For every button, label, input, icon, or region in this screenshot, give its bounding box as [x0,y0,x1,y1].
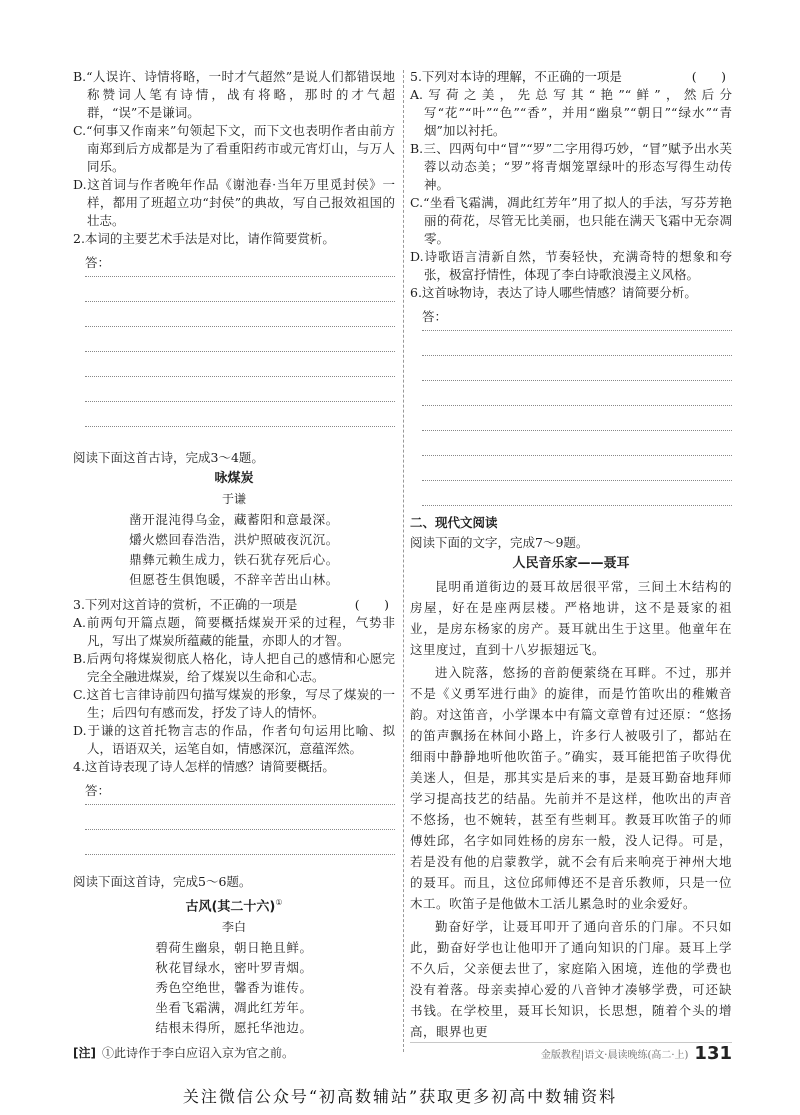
poem2-line: 秀色空绝世，馨香为谁传。 [155,980,313,996]
poem2-line: 碧荷生幽泉，朝日艳且鲜。 [155,940,313,956]
question-4: 4.这首诗表现了诗人怎样的情感？请简要概括。 [73,759,335,774]
q5-option-a: A.写荷之美，先总写其“艳”“鲜”，然后分写“花”“叶”“色”“香”，并用“幽泉”“朝日”“绿水”“青烟”加以衬托。 [410,87,732,138]
q5-option-c: C.“坐看飞霜满，凋此红芳年”用了拟人的手法，写芬芳艳丽的荷花，尽管无比美丽，也只能在满天飞霜中无奈凋零。 [410,195,732,246]
page-footer [410,1042,732,1063]
poem2-line: 结根未得所，愿托华池边。 [155,1020,313,1036]
q4-answer-area[interactable] [85,780,395,855]
q1-option-b: B.“人误许、诗情将略，一时才气超然”是说人们都错误地称赞词人笔有诗情，战有将略，那时的才气超群，“误”不是谦词。 [73,69,395,120]
poem1-line: 爝火燃回春浩浩，洪炉照破夜沉沉。 [129,532,339,547]
poem1-line: 但愿苍生俱饱暖，不辞辛苦出山林。 [129,572,339,587]
page-number: 131 [694,1043,732,1064]
question-3 [73,596,395,614]
q3-answer-blank[interactable]: ( ) [354,597,395,612]
intro-q7-9: 阅读下面的文字，完成7～9题。 [410,535,589,550]
question-2: 2.本词的主要艺术手法是对比，请作简要赏析。 [73,231,335,246]
answer-label: 答： [85,252,116,274]
left-column [73,68,395,1062]
column-divider [403,70,404,1052]
question-6: 6.这首咏物诗，表达了诗人哪些情感？请简要分析。 [410,285,697,300]
poem2-author: 李白 [221,920,246,935]
q5-option-d: D.诗歌语言清新自然，节奏轻快，充满奇特的想象和夸张，极富抒情性，体现了李白诗歌浪漫主义风格。 [410,249,732,282]
article-title: 人民音乐家——聂耳 [512,556,630,571]
poem1-line: 鼎彝元赖生成力，铁石犹存死后心。 [129,552,339,567]
article-paragraph: 进入院落，悠扬的音韵便萦绕在耳畔。不过，那并不是《义勇军进行曲》的旋律，而是竹笛吹出的稚嫩音韵。对这笛音，小学课本中有篇文章曾有过还原：“悠扬的笛声飘扬在林间小路上，许多行人被吸引了，都站在细雨中静静地听他吹笛子。”确实，聂耳能把笛子吹得优美迷人，但是，那其实是后来的事，是聂耳勤奋地拜师学习提高技艺的结晶。先前并不是这样，他吹出的声音不悠扬，也不婉转，甚至有些刺耳。教聂耳吹笛子的师傅姓邱，名字如同姓杨的房东一般，没人记得。可是，若是没有他的启蒙教学，就不会有后来响亮于神州大地的聂耳。而且，这位邱师傅还不是音乐教师，只是一位木工。吹笛子是他做木工活儿累急时的业余爱好。 [410,665,732,911]
footer-book-title: 金版教程|语文·晨读晚练(高二·上) [540,1050,689,1061]
question-5 [410,68,732,86]
q5-option-b: B.三、四两句中“冒”“罗”二字用得巧妙，“冒”赋予出水芙蓉以动态美；“罗”将青烟笼罩绿叶的形态写得生动传神。 [410,141,732,192]
right-column [410,68,732,1044]
q6-answer-area[interactable] [422,306,732,506]
poem2-footnote-mark: ① [275,898,283,907]
q3-option-c: C.这首七言律诗前四句描写煤炭的形象，写尽了煤炭的一生；后四句有感而发，抒发了诗人的情怀。 [73,687,395,720]
article-paragraph: 勤奋好学，让聂耳叩开了通向音乐的门扉。不只如此，勤奋好学也让他叩开了通向知识的门扉。聂耳上学不久后，父亲便去世了，家庭陷入困境，连他的学费也没有着落。母亲卖掉心爱的八音钟才凑够学费，可还缺书钱。在学校里，聂耳长知识，长思想，随着个头的增高，眼界也更 [410,919,732,1039]
poem2-line: 秋花冒绿水，密叶罗青烟。 [155,960,313,976]
poem2-note [73,1044,395,1062]
article-paragraph: 昆明甬道街边的聂耳故居很平常，三间土木结构的房屋，好在是座两层楼。严格地讲，这不是聂家的祖业，是房东杨家的房产。聂耳就出生于这里。他童年在这里度过，直到十八岁振翅远飞。 [410,579,732,657]
intro-q3-4: 阅读下面这首古诗，完成3～4题。 [73,450,264,465]
intro-q5-6: 阅读下面这首诗，完成5～6题。 [73,874,252,889]
q5-answer-blank[interactable]: ( ) [691,69,732,84]
note-tag: [注] [73,1046,96,1061]
note-text: ①此诗作于李白应诏入京为官之前。 [101,1046,294,1061]
question-3-text: 3.下列对这首诗的赏析，不正确的一项是 [73,597,298,612]
poem1-line: 凿开混沌得乌金，藏蓄阳和意最深。 [129,512,339,527]
promo-banner: 关注微信公众号“初高数辅站”获取更多初高中数辅资料 [182,1087,618,1106]
poem2-title-text: 古风(其二十六) [185,899,276,915]
poem1-author: 于谦 [221,492,246,506]
poem2-title [73,893,395,916]
q3-option-b: B.后两句将煤炭彻底人格化，诗人把自己的感情和心愿完完全全融进煤炭，给了煤炭以生命和心志。 [73,651,395,684]
answer-label: 答： [422,306,453,328]
q2-answer-area[interactable] [85,252,395,427]
question-5-text: 5.下列对本诗的理解，不正确的一项是 [410,69,622,84]
q3-option-a: A.前两句开篇点题，简要概括煤炭开采的过程，气势非凡，写出了煤炭所蕴藏的能量，亦即人的才智。 [73,615,395,648]
q3-option-d: D.于谦的这首托物言志的作品，作者句句运用比喻、拟人，语语双关，运笔自如，情感深沉，意蕴浑然。 [73,723,395,756]
section-modern-reading: 二、现代文阅读 [410,515,498,530]
answer-label: 答： [85,780,116,802]
poem2-line: 坐看飞霜满，凋此红芳年。 [155,1000,313,1016]
poem1-title: 咏煤炭 [214,471,254,486]
q1-option-d: D.这首词与作者晚年作品《谢池春·当年万里觅封侯》一样，都用了班超立功“封侯”的典故，写自己报效祖国的壮志。 [73,177,395,228]
q1-option-c: C.“何事又作南来”句领起下文，而下文也表明作者由前方南郑到后方成都是为了看重阳药市或元宵灯山，与万人同乐。 [73,123,395,174]
